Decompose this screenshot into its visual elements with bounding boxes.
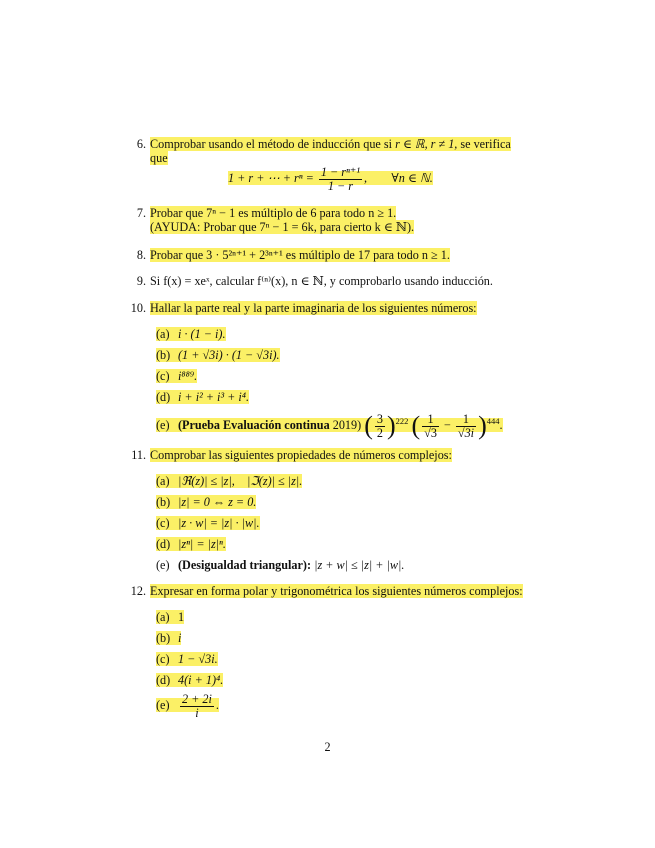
item-bold-label: (Desigualdad triangular):: [178, 558, 312, 572]
exercise-text-line2: que: [150, 151, 168, 165]
item-end: .: [215, 698, 219, 712]
item-10e: (e) (Prueba Evaluación continua 2019) ( $\frac{3}{2}$ )$^{222}$ ( $\frac{1}{√3}$ − $\frac{1}{√3i}$ )$^{444}$.: [156, 411, 503, 441]
item-12d: [156, 673, 223, 687]
fraction-denominator: √3i: [457, 425, 475, 440]
item-text: i⁸⁸⁹.: [178, 369, 198, 383]
item-text: |z · w| = |z| · |w|.: [178, 516, 260, 530]
item-text: i + i² + i³ + i⁴.: [178, 390, 250, 404]
exercise-number: 9.: [136, 274, 146, 288]
exercise-math: r ∈ ℝ, r ≠ 1,: [395, 137, 458, 151]
item-tag: (c): [156, 516, 170, 530]
exercise-text: Hallar la parte real y la parte imaginaria de los siguientes números:: [150, 301, 477, 315]
exercise-number: 12.: [130, 584, 146, 598]
item-text: |ℜ(z)| ≤ |z|, |ℑ(z)| ≤ |z|.: [178, 474, 303, 488]
item-11d: [156, 537, 226, 551]
item-12a: [156, 610, 184, 624]
item-tag: (a): [156, 610, 170, 624]
exercise-text: Probar que 7ⁿ − 1 es múltiplo de 6 para todo n ≥ 1.: [150, 206, 397, 220]
fraction-numerator: 1: [422, 413, 439, 427]
formula-tail: , ∀n ∈ ℕ.: [363, 171, 433, 186]
exercise-text: Comprobar las siguientes propiedades de números complejos:: [150, 448, 452, 462]
item-text: 1: [178, 610, 185, 624]
formula-denominator: 1 − r: [327, 179, 354, 193]
exercise-7: [126, 206, 546, 234]
item-text: |z + w| ≤ |z| + |w|.: [314, 558, 405, 572]
item-12b: [156, 631, 181, 645]
exponent: 222: [395, 416, 409, 426]
item-tag: (a): [156, 474, 170, 488]
exercise-number: 8.: [136, 248, 146, 262]
fraction-numerator: 3: [376, 411, 383, 426]
item-bold-label: (Prueba Evaluación continua: [178, 418, 330, 433]
fraction-denominator: i: [195, 705, 199, 720]
formula-fraction: [319, 166, 362, 193]
fraction-denominator: 2: [376, 425, 383, 440]
exercise-10: [126, 301, 546, 315]
item-12c: [156, 652, 218, 666]
exercise-text: Comprobar usando el método de inducción que si: [150, 137, 393, 151]
exercise-text: Probar que 3 · 5²ⁿ⁺¹ + 2³ⁿ⁺¹ es múltiplo de 17 para todo n ≥ 1.: [150, 248, 450, 262]
item-tag: (e): [156, 418, 170, 433]
formula-numerator: 1 − rⁿ⁺¹: [320, 165, 360, 179]
item-text: i: [178, 631, 182, 645]
exercise-12: [126, 584, 546, 598]
exercise-text: Expresar en forma polar y trigonométrica los siguientes números complejos:: [150, 584, 523, 598]
item-10d: [156, 390, 249, 404]
item-12e: [156, 690, 219, 720]
exercise-number: 7.: [136, 206, 146, 220]
item-text: i · (1 − i).: [178, 327, 226, 341]
item-text: |z| = 0 ⇔ z = 0.: [178, 495, 257, 509]
exercise-text-end: se verifica: [460, 137, 511, 151]
formula-lhs: 1 + r + ⋯ + rⁿ =: [228, 171, 314, 186]
exercise-11: [126, 448, 546, 462]
item-10c: [156, 369, 197, 383]
fraction-numerator: 1: [456, 413, 476, 427]
exercise-8: [126, 248, 546, 262]
item-11c: [156, 516, 260, 530]
page-number: 2: [324, 740, 331, 754]
item-11e: [156, 558, 404, 572]
item-tag: (e): [156, 698, 170, 712]
exercise-6: [126, 137, 546, 165]
fraction-denominator: √3: [424, 425, 437, 440]
item-text: 1 − √3i.: [178, 652, 218, 666]
fraction-numerator: 2 + 2i: [182, 691, 212, 706]
item-year: 2019): [332, 418, 362, 433]
item-tag: (b): [156, 495, 171, 509]
item-text: (1 + √3i) · (1 − √3i).: [178, 348, 280, 362]
exercise-6-formula: [228, 166, 433, 193]
minus-sign: −: [443, 418, 451, 433]
item-tag: (b): [156, 348, 171, 362]
exponent: 444: [486, 416, 500, 426]
exercise-number: 6.: [136, 137, 146, 151]
item-tag: (a): [156, 327, 170, 341]
item-text: 4(i + 1)⁴.: [178, 673, 224, 687]
item-tag: (d): [156, 390, 171, 404]
item-tag: (d): [156, 673, 171, 687]
item-11a: [156, 474, 302, 488]
exercise-hint: (AYUDA: Probar que 7ⁿ − 1 = 6k, para cierto k ∈ ℕ).: [150, 220, 415, 234]
exercise-number: 11.: [131, 448, 146, 462]
item-10a: [156, 327, 226, 341]
item-tag: (c): [156, 369, 170, 383]
item-tag: (c): [156, 652, 170, 666]
item-tag: (b): [156, 631, 171, 645]
item-text: |zⁿ| = |z|ⁿ.: [178, 537, 226, 551]
exercise-number: 10.: [130, 301, 146, 315]
item-10b: [156, 348, 280, 362]
item-tag: (d): [156, 537, 171, 551]
exercise-text: Si f(x) = xeˣ, calcular f⁽ⁿ⁾(x), n ∈ ℕ, y comprobarlo usando inducción.: [150, 274, 493, 288]
item-11b: [156, 495, 256, 509]
exercise-9: [126, 274, 546, 288]
item-tag: (e): [156, 558, 170, 572]
